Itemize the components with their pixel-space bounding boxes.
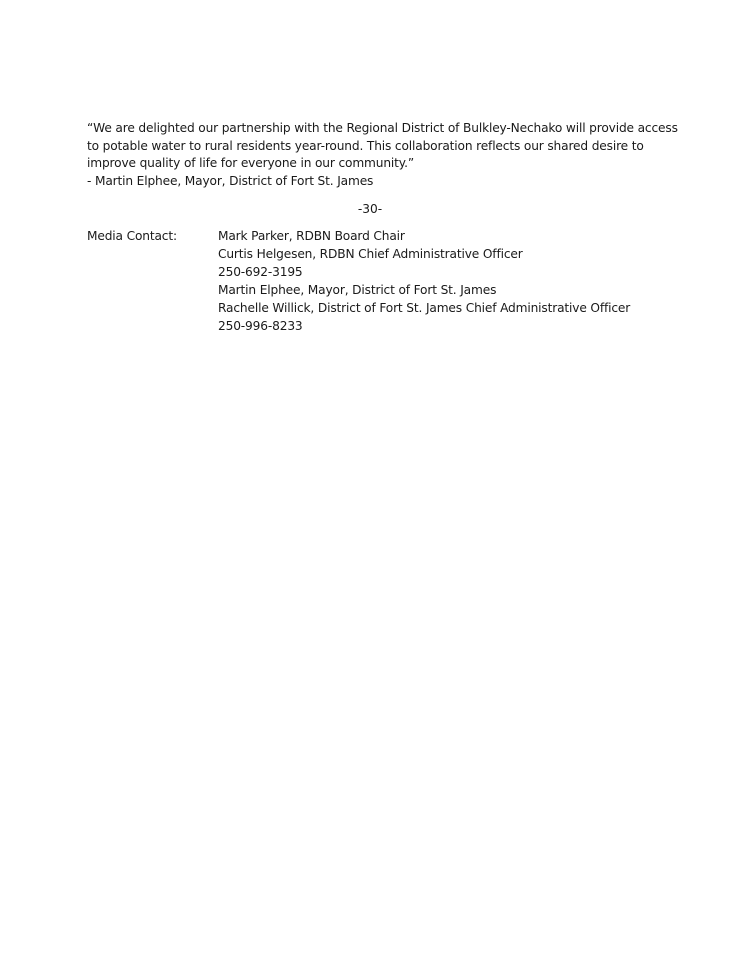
mayor-quote [87,120,678,190]
quote-attribution: - Martin Elphee, Mayor, District of Fort St. James [87,173,374,188]
contact-phone: 250-996-8233 [218,318,303,333]
contact-line: Curtis Helgesen, RDBN Chief Administrative Officer [218,246,523,261]
quote-line: improve quality of life for everyone in our community.” [87,156,414,170]
contact-line: Rachelle Willick, District of Fort St. James Chief Administrative Officer [218,300,631,315]
quote-line: to potable water to rural residents year-round. This collaboration reflects our shared desire to [87,138,644,153]
contact-line: Martin Elphee, Mayor, District of Fort St. James [218,282,497,297]
contact-line: Mark Parker, RDBN Board Chair [218,229,405,243]
media-contact-list [218,228,630,335]
end-mark: -30- [357,202,383,216]
contact-phone: 250-692-3195 [218,264,303,279]
media-contact-label: Media Contact: [87,229,177,243]
quote-line: “We are delighted our partnership with the Regional District of Bulkley-Nechako will provide access [87,121,678,135]
